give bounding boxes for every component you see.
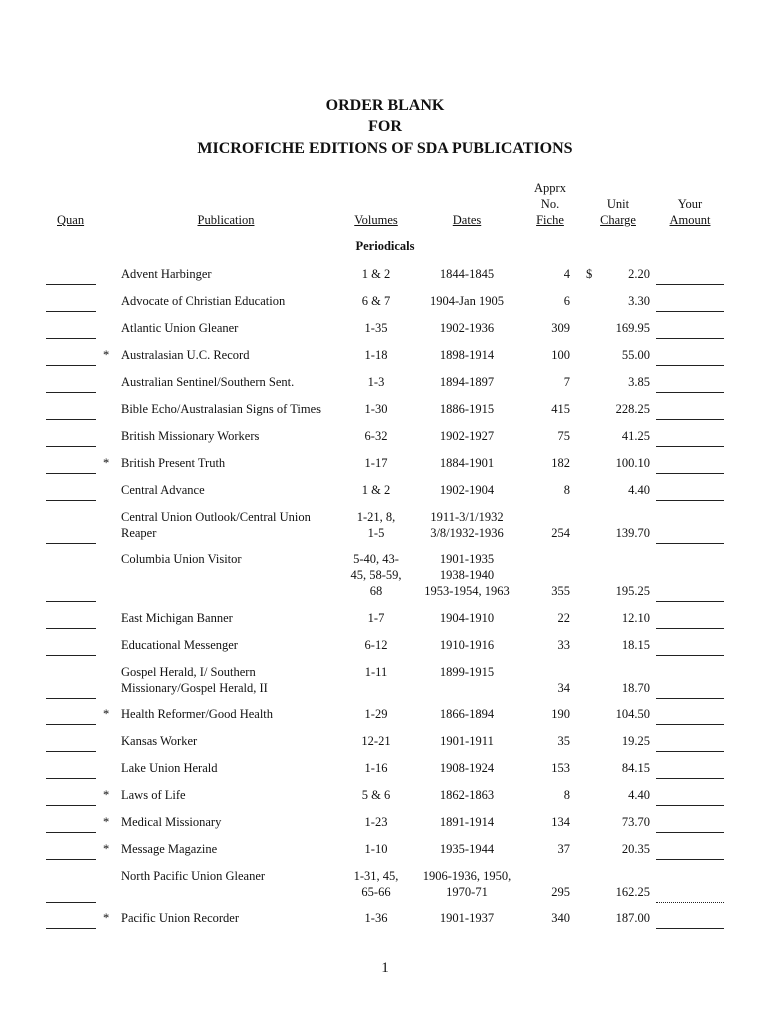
amount-blank[interactable] [656, 311, 724, 312]
quantity-blank[interactable] [46, 392, 96, 393]
volumes-value: 1-23 [364, 815, 388, 829]
amount-blank[interactable] [656, 805, 724, 806]
header-dates: Dates [452, 213, 482, 227]
amount-blank[interactable] [656, 543, 724, 544]
dates-value: 1894-1897 [439, 375, 495, 389]
dates-value: 1901-1937 [439, 911, 495, 925]
volumes-value: 1-5 [367, 526, 385, 540]
amount-blank[interactable] [656, 392, 724, 393]
unit-charge: 169.95 [615, 321, 650, 335]
publication-name: Reaper [121, 526, 157, 540]
dates-value: 1844-1845 [439, 267, 495, 281]
dates-value: 1901-1935 [439, 552, 495, 566]
fiche-count: 295 [551, 885, 570, 899]
quantity-blank[interactable] [46, 628, 96, 629]
asterisk-marker: * [103, 348, 110, 362]
amount-blank[interactable] [656, 859, 724, 860]
fiche-count: 134 [551, 815, 570, 829]
amount-blank[interactable] [656, 751, 724, 752]
amount-blank[interactable] [656, 655, 724, 656]
unit-charge: 20.35 [621, 842, 650, 856]
quantity-blank[interactable] [46, 859, 96, 860]
fiche-count: 309 [551, 321, 570, 335]
volumes-value: 1-3 [367, 375, 385, 389]
amount-blank[interactable] [656, 601, 724, 602]
dates-value: 1906-1936, 1950, [422, 869, 512, 883]
quantity-blank[interactable] [46, 446, 96, 447]
fiche-count: 415 [551, 402, 570, 416]
publication-name: Health Reformer/Good Health [121, 707, 274, 721]
header-charge-line-1: Unit [606, 197, 630, 211]
volumes-value: 1-10 [364, 842, 388, 856]
dates-value: 1938-1940 [439, 568, 495, 582]
fiche-count: 182 [551, 456, 570, 470]
unit-charge: 41.25 [621, 429, 650, 443]
dates-value: 1902-1904 [439, 483, 495, 497]
fiche-count: 8 [563, 788, 570, 802]
quantity-blank[interactable] [46, 698, 96, 699]
unit-charge: 3.30 [628, 294, 650, 308]
asterisk-marker: * [103, 788, 110, 802]
unit-charge: 187.00 [615, 911, 650, 925]
publication-name: British Present Truth [121, 456, 226, 470]
volumes-value: 45, 58-59, [350, 568, 402, 582]
amount-blank[interactable] [656, 832, 724, 833]
amount-blank[interactable] [656, 365, 724, 366]
unit-charge: 100.10 [615, 456, 650, 470]
publication-name: East Michigan Banner [121, 611, 233, 625]
quantity-blank[interactable] [46, 832, 96, 833]
publication-name: Laws of Life [121, 788, 186, 802]
dates-value: 1904-Jan 1905 [430, 294, 504, 308]
amount-blank[interactable] [656, 778, 724, 779]
unit-charge: 18.15 [621, 638, 650, 652]
quantity-blank[interactable] [46, 805, 96, 806]
quantity-blank[interactable] [46, 655, 96, 656]
volumes-value: 65-66 [361, 885, 391, 899]
unit-charge: 195.25 [615, 584, 650, 598]
unit-charge: 73.70 [621, 815, 650, 829]
publication-name: Missionary/Gospel Herald, II [121, 681, 268, 695]
volumes-value: 6-32 [364, 429, 388, 443]
quantity-blank[interactable] [46, 778, 96, 779]
asterisk-marker: * [103, 911, 110, 925]
volumes-value: 1-29 [364, 707, 388, 721]
unit-charge: 18.70 [621, 681, 650, 695]
section-heading-periodicals: Periodicals [355, 239, 415, 253]
volumes-value: 1-31, 45, [353, 869, 399, 883]
quantity-blank[interactable] [46, 601, 96, 602]
asterisk-marker: * [103, 707, 110, 721]
dates-value: 1898-1914 [439, 348, 495, 362]
quantity-blank[interactable] [46, 500, 96, 501]
unit-charge: 84.15 [621, 761, 650, 775]
volumes-value: 1-21, 8, [356, 510, 396, 524]
amount-blank[interactable] [656, 338, 724, 339]
dates-value: 1908-1924 [439, 761, 495, 775]
unit-charge: 55.00 [621, 348, 650, 362]
publication-name: Gospel Herald, I/ Southern [121, 665, 256, 679]
fiche-count: 75 [557, 429, 570, 443]
page-number: 1 [381, 960, 389, 976]
volumes-value: 1-35 [364, 321, 388, 335]
publication-name: Kansas Worker [121, 734, 198, 748]
fiche-count: 37 [557, 842, 570, 856]
fiche-count: 35 [557, 734, 570, 748]
dates-value: 1904-1910 [439, 611, 495, 625]
dates-value: 1911-3/1/1932 [430, 510, 504, 524]
title-line-3: MICROFICHE EDITIONS OF SDA PUBLICATIONS [197, 140, 573, 157]
dates-value: 1891-1914 [439, 815, 495, 829]
header-quan: Quan [57, 213, 85, 227]
volumes-value: 1-36 [364, 911, 388, 925]
dates-value: 1953-1954, 1963 [424, 584, 510, 598]
quantity-blank[interactable] [46, 902, 96, 903]
fiche-count: 22 [557, 611, 570, 625]
header-charge-line-2: Charge [600, 213, 636, 227]
quantity-blank[interactable] [46, 473, 96, 474]
fiche-count: 4 [563, 267, 570, 281]
header-fiche-line-1: Apprx [534, 181, 566, 195]
fiche-count: 6 [563, 294, 570, 308]
dates-value: 3/8/1932-1936 [430, 526, 504, 540]
publication-name: Columbia Union Visitor [121, 552, 242, 566]
volumes-value: 1-18 [364, 348, 388, 362]
volumes-value: 1-17 [364, 456, 388, 470]
dates-value: 1902-1936 [439, 321, 495, 335]
amount-blank[interactable] [656, 500, 724, 501]
publication-name: British Missionary Workers [121, 429, 260, 443]
dates-value: 1899-1915 [439, 665, 495, 679]
asterisk-marker: * [103, 815, 110, 829]
unit-charge: 228.25 [615, 402, 650, 416]
volumes-value: 1-11 [364, 665, 388, 679]
quantity-blank[interactable] [46, 419, 96, 420]
publication-name: Pacific Union Recorder [121, 911, 240, 925]
quantity-blank[interactable] [46, 543, 96, 544]
quantity-blank[interactable] [46, 311, 96, 312]
volumes-value: 1-7 [367, 611, 385, 625]
amount-blank[interactable] [656, 902, 724, 903]
dates-value: 1901-1911 [440, 734, 494, 748]
quantity-blank[interactable] [46, 338, 96, 339]
volumes-value: 1 & 2 [361, 267, 391, 281]
publication-name: Atlantic Union Gleaner [121, 321, 239, 335]
dates-value: 1935-1944 [439, 842, 495, 856]
unit-charge: 12.10 [621, 611, 650, 625]
volumes-value: 1-30 [364, 402, 388, 416]
title-line-1: ORDER BLANK [325, 97, 445, 114]
fiche-count: 254 [551, 526, 570, 540]
amount-blank[interactable] [656, 928, 724, 929]
publication-name: Advocate of Christian Education [121, 294, 286, 308]
unit-charge: 2.20 [628, 267, 650, 281]
publication-name: Australasian U.C. Record [121, 348, 250, 362]
quantity-blank[interactable] [46, 751, 96, 752]
publication-name: Australian Sentinel/Southern Sent. [121, 375, 295, 389]
fiche-count: 100 [551, 348, 570, 362]
dates-value: 1866-1894 [439, 707, 495, 721]
header-amount-line-1: Your [677, 197, 703, 211]
volumes-value: 6 & 7 [361, 294, 391, 308]
amount-blank[interactable] [656, 724, 724, 725]
fiche-count: 190 [551, 707, 570, 721]
unit-charge: 4.40 [628, 788, 650, 802]
header-fiche-line-2: No. [540, 197, 560, 211]
amount-blank[interactable] [656, 473, 724, 474]
fiche-count: 340 [551, 911, 570, 925]
publication-name: Message Magazine [121, 842, 218, 856]
quantity-blank[interactable] [46, 724, 96, 725]
volumes-value: 12-21 [361, 734, 391, 748]
quantity-blank[interactable] [46, 284, 96, 285]
quantity-blank[interactable] [46, 928, 96, 929]
dates-value: 1902-1927 [439, 429, 495, 443]
amount-blank[interactable] [656, 284, 724, 285]
dates-value: 1886-1915 [439, 402, 495, 416]
fiche-count: 355 [551, 584, 570, 598]
unit-charge: 19.25 [621, 734, 650, 748]
volumes-value: 1-16 [364, 761, 388, 775]
publication-name: Lake Union Herald [121, 761, 218, 775]
publication-name: Central Union Outlook/Central Union [121, 510, 311, 524]
volumes-value: 6-12 [364, 638, 388, 652]
header-fiche-line-3: Fiche [536, 213, 564, 227]
volumes-value: 1 & 2 [361, 483, 391, 497]
publication-name: Bible Echo/Australasian Signs of Times [121, 402, 321, 416]
dates-value: 1862-1863 [439, 788, 495, 802]
currency-symbol: $ [586, 267, 593, 281]
quantity-blank[interactable] [46, 365, 96, 366]
publication-name: Advent Harbinger [121, 267, 212, 281]
header-publication: Publication [197, 213, 255, 227]
amount-blank[interactable] [656, 628, 724, 629]
dates-value: 1970-71 [446, 885, 488, 899]
dates-value: 1910-1916 [439, 638, 495, 652]
dates-value: 1884-1901 [439, 456, 495, 470]
asterisk-marker: * [103, 456, 110, 470]
amount-blank[interactable] [656, 446, 724, 447]
asterisk-marker: * [103, 842, 110, 856]
volumes-value: 68 [369, 584, 383, 598]
unit-charge: 139.70 [615, 526, 650, 540]
amount-blank[interactable] [656, 698, 724, 699]
title-line-2: FOR [368, 118, 402, 135]
header-amount-line-2: Amount [669, 213, 711, 227]
fiche-count: 8 [563, 483, 570, 497]
publication-name: Educational Messenger [121, 638, 238, 652]
volumes-value: 5 & 6 [361, 788, 391, 802]
publication-name: Medical Missionary [121, 815, 222, 829]
unit-charge: 4.40 [628, 483, 650, 497]
fiche-count: 153 [551, 761, 570, 775]
unit-charge: 104.50 [615, 707, 650, 721]
header-volumes: Volumes [354, 213, 398, 227]
amount-blank[interactable] [656, 419, 724, 420]
unit-charge: 162.25 [615, 885, 650, 899]
publication-name: North Pacific Union Gleaner [121, 869, 266, 883]
publication-name: Central Advance [121, 483, 205, 497]
unit-charge: 3.85 [628, 375, 650, 389]
fiche-count: 33 [557, 638, 570, 652]
fiche-count: 7 [563, 375, 570, 389]
fiche-count: 34 [557, 681, 570, 695]
volumes-value: 5-40, 43- [353, 552, 399, 566]
